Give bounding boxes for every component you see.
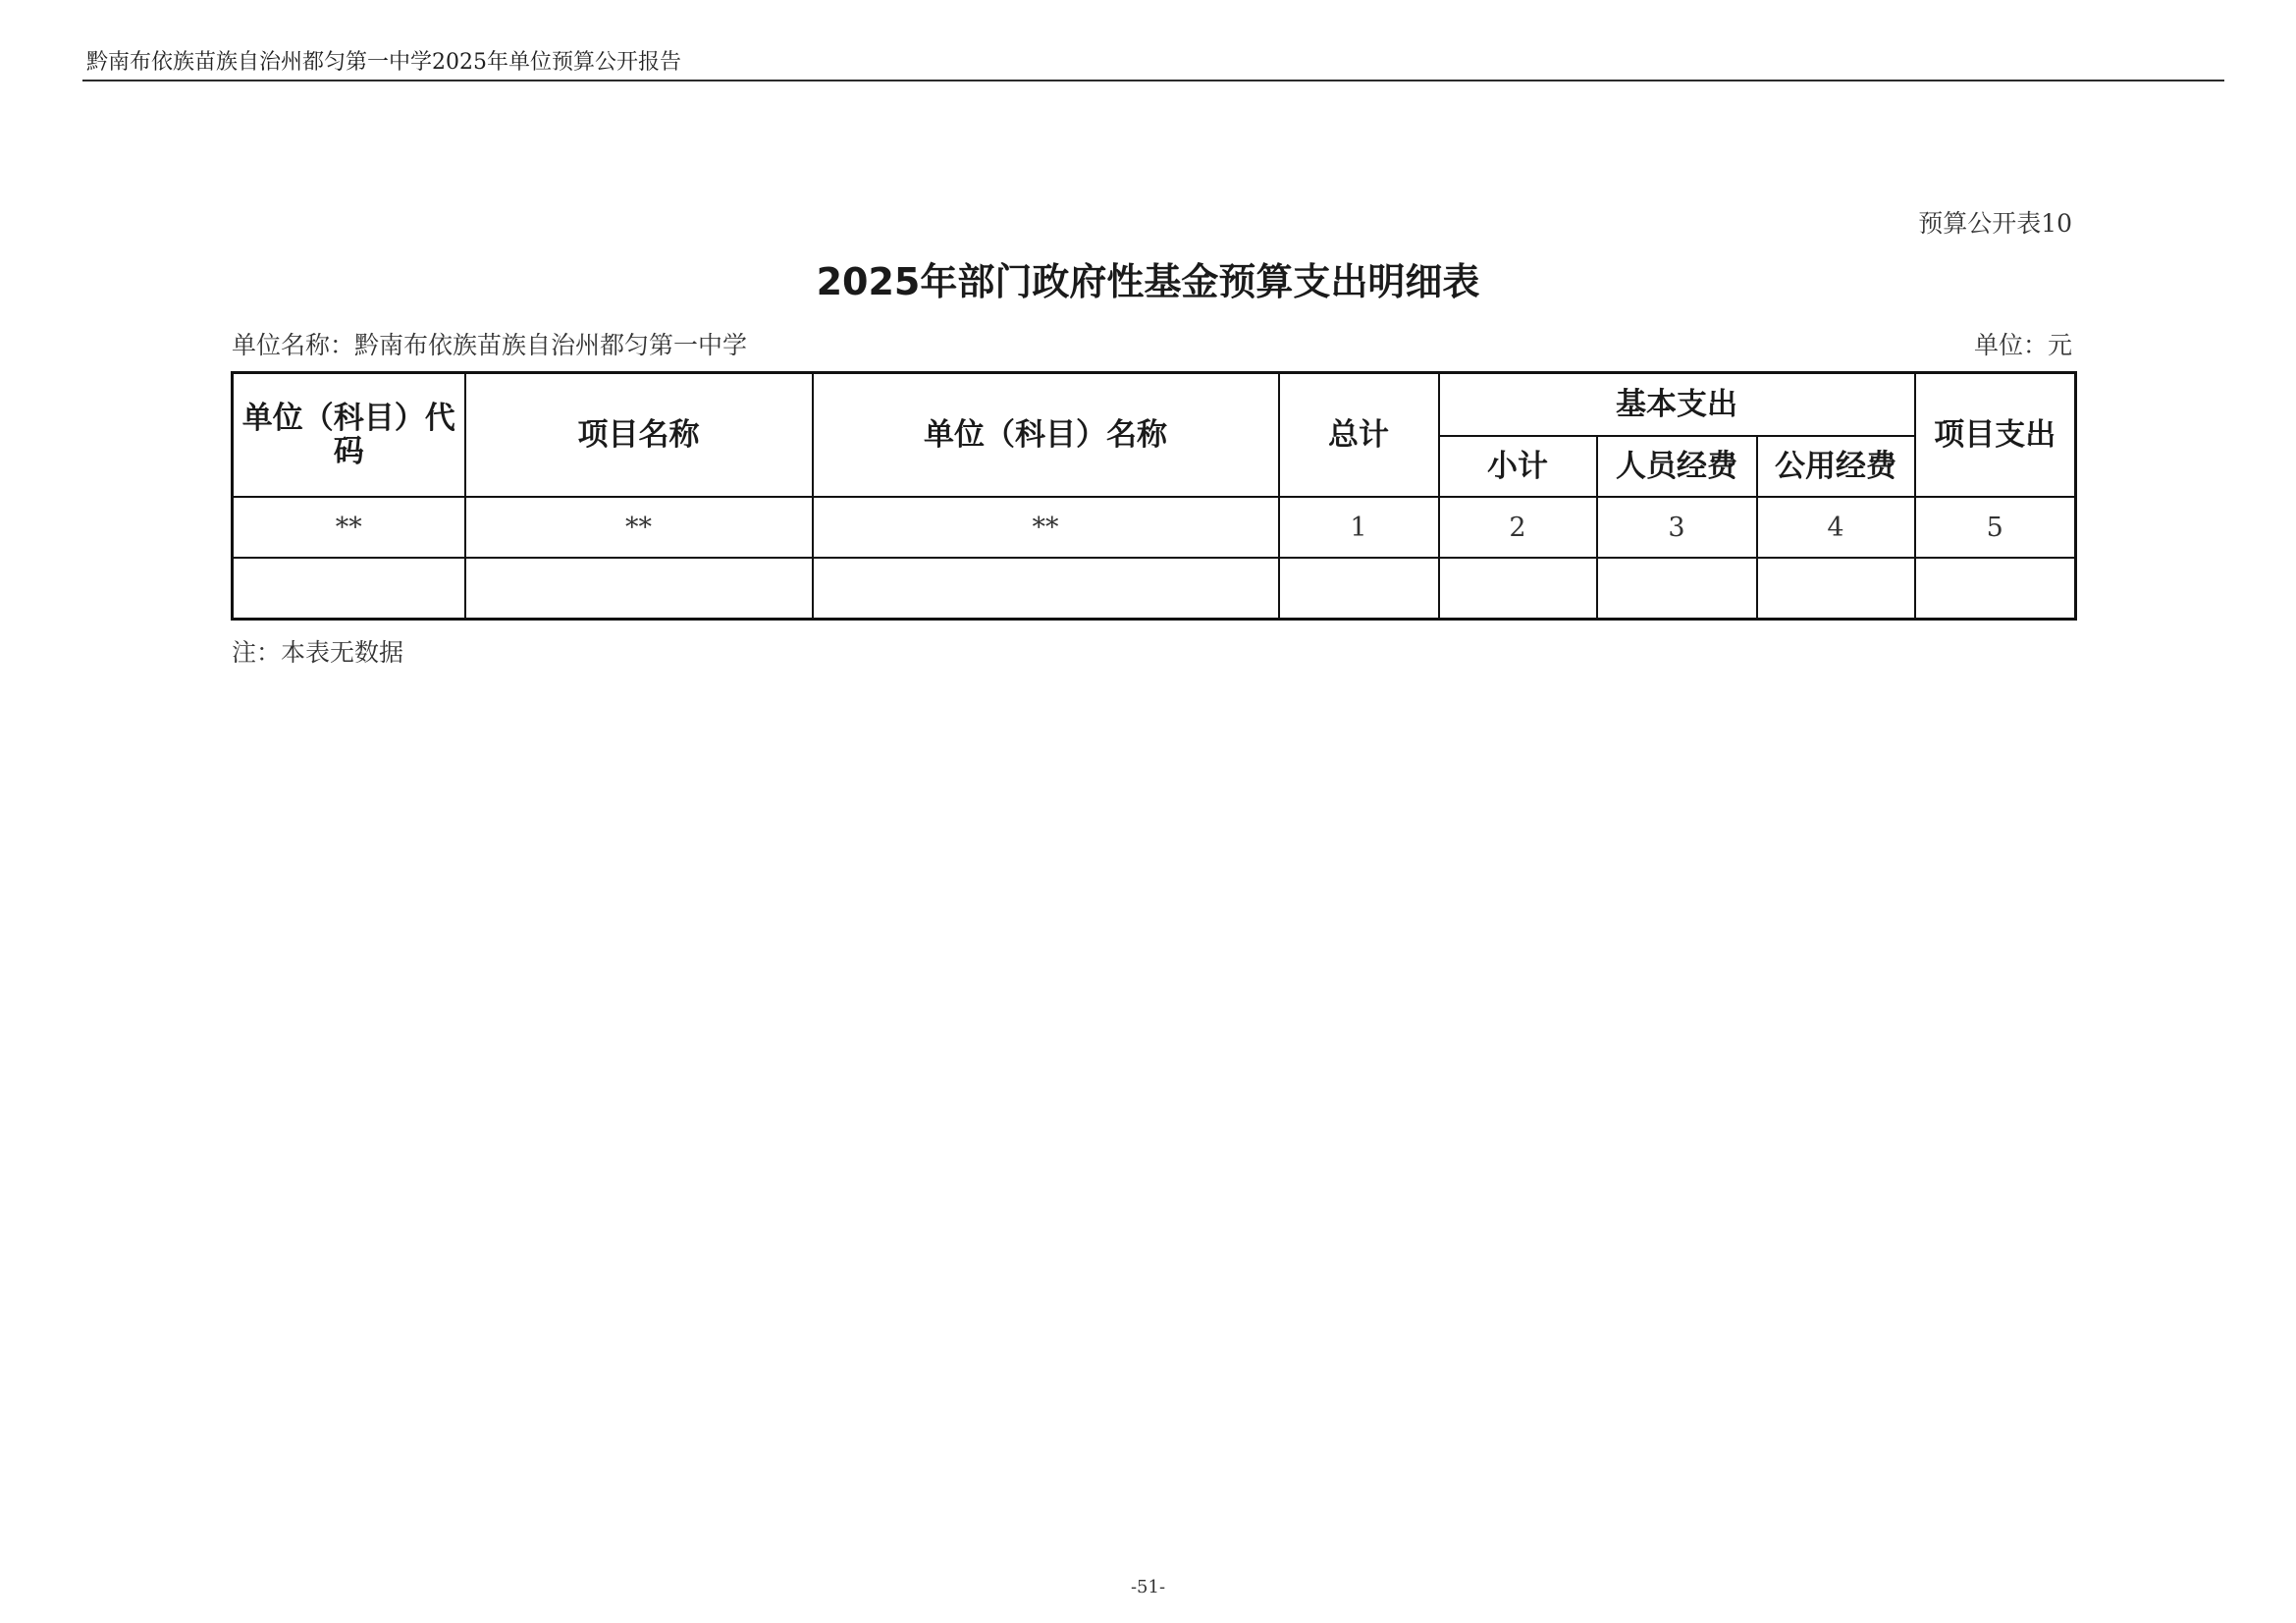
header-divider [82,80,2224,81]
table-cell [1439,558,1597,620]
index-cell: 4 [1757,497,1915,558]
table-code: 预算公开表10 [1918,209,2072,238]
index-cell: 5 [1915,497,2076,558]
table-cell [465,558,813,620]
page-number: -51- [1130,1577,1166,1597]
running-header: 黔南布依族苗族自治州都匀第一中学2025年单位预算公开报告 [86,50,681,75]
index-cell: ** [233,497,465,558]
table-cell [813,558,1279,620]
header-code: 单位（科目）代码 [233,373,465,498]
index-cell: 2 [1439,497,1597,558]
header-public-funds: 公用经费 [1757,436,1915,497]
header-unit-name: 单位（科目）名称 [813,373,1279,498]
table-cell [1279,558,1439,620]
table-cell [233,558,465,620]
column-index-row [233,497,2076,558]
table-row [233,558,2076,620]
table-cell [1757,558,1915,620]
header-project-expense: 项目支出 [1915,373,2076,498]
table-cell [1597,558,1757,620]
header-subtotal: 小计 [1439,436,1597,497]
index-cell: 3 [1597,497,1757,558]
currency-unit: 单位：元 [1973,331,2072,359]
header-basic-expense: 基本支出 [1439,373,1915,437]
report-title: 2025年部门政府性基金预算支出明细表 [816,260,1480,303]
organization-name: 单位名称：黔南布依族苗族自治州都匀第一中学 [232,331,748,359]
header-total: 总计 [1279,373,1439,498]
table-cell [1915,558,2076,620]
index-cell: ** [465,497,813,558]
header-project-name: 项目名称 [465,373,813,498]
index-cell: 1 [1279,497,1439,558]
header-personnel: 人员经费 [1597,436,1757,497]
index-cell: ** [813,497,1279,558]
budget-table [231,371,2077,621]
table-note: 注：本表无数据 [232,638,404,667]
